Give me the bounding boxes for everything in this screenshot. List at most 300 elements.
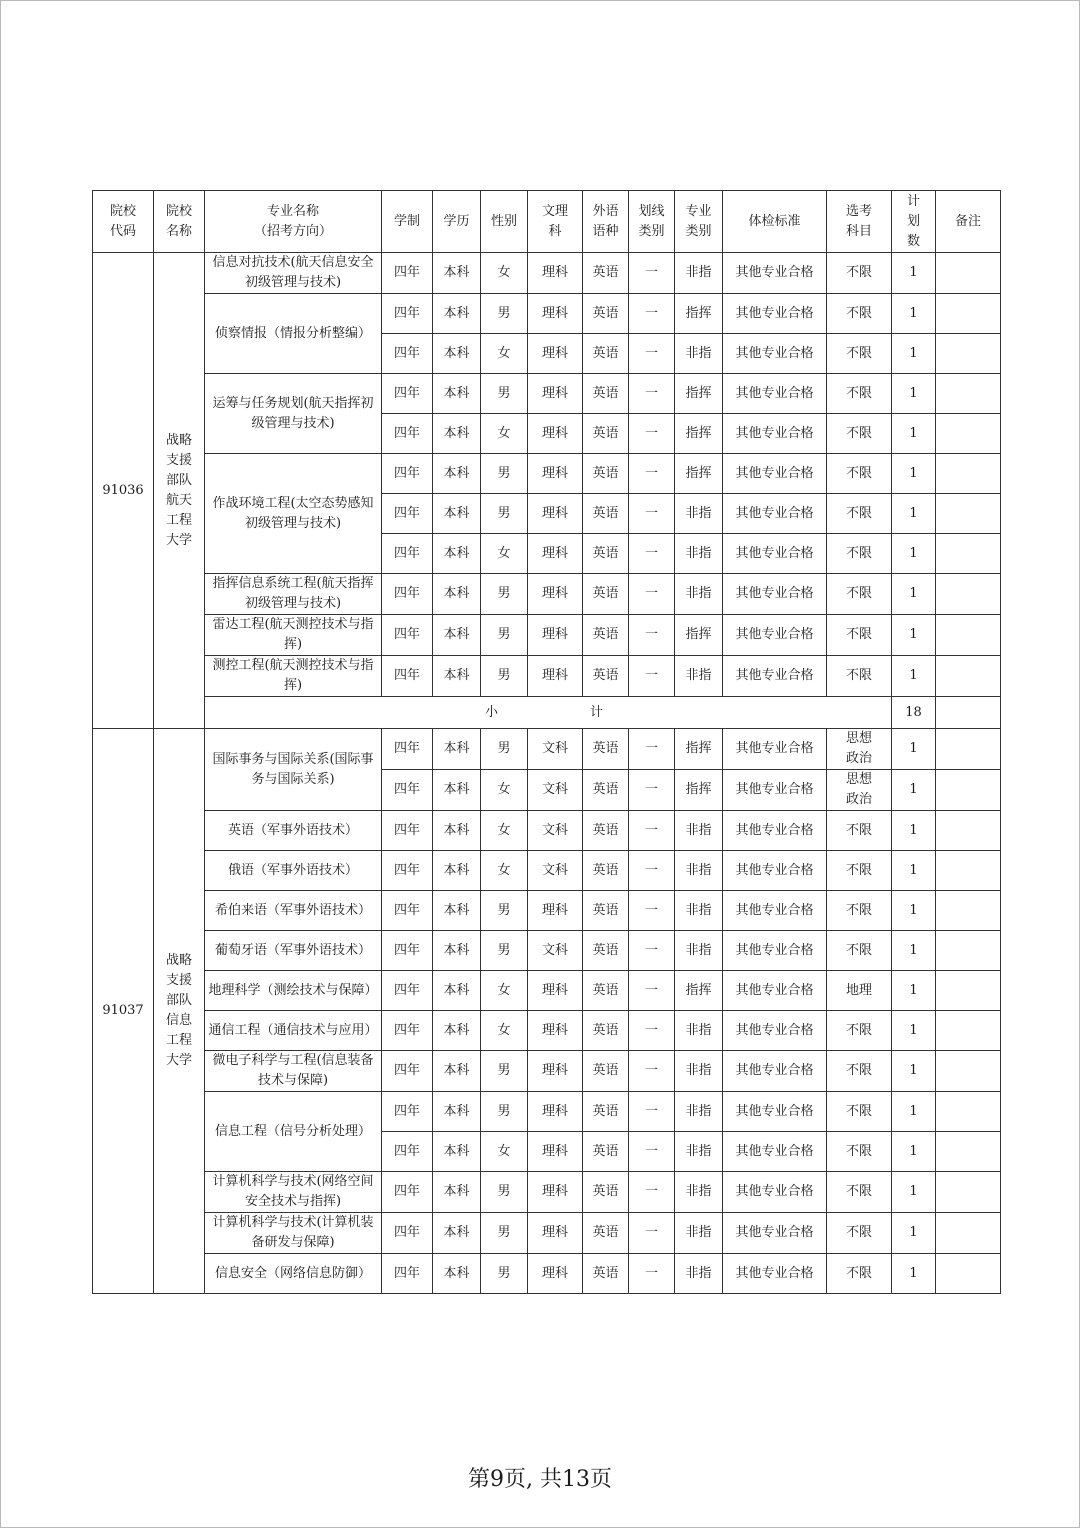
table-row (93, 1172, 1001, 1213)
arts-science-cell: 理科 (528, 656, 583, 697)
header-arts-science: 文理 科 (528, 191, 583, 253)
elective-subject-cell: 不限 (827, 574, 892, 615)
remarks-cell (936, 770, 1001, 811)
foreign-language-cell: 英语 (583, 334, 629, 374)
plan-count-cell: 1 (892, 971, 936, 1011)
remarks-cell (936, 334, 1001, 374)
major-name-cell: 英语（军事外语技术） (205, 811, 382, 851)
foreign-language-cell: 英语 (583, 374, 629, 414)
physical-standard-cell: 其他专业合格 (723, 1011, 827, 1051)
elective-subject-cell: 不限 (827, 1254, 892, 1294)
gender-cell: 男 (481, 656, 528, 697)
table-row (93, 971, 1001, 1011)
table-row (93, 1051, 1001, 1092)
line-category-cell: 一 (629, 615, 675, 656)
major-name-cell: 地理科学（测绘技术与保障） (205, 971, 382, 1011)
table-row (93, 851, 1001, 891)
duration-cell: 四年 (382, 851, 433, 891)
major-category-cell: 非指 (675, 1011, 723, 1051)
header-elective-subject: 选考 科目 (827, 191, 892, 253)
elective-subject-cell: 不限 (827, 1051, 892, 1092)
remarks-cell (936, 851, 1001, 891)
duration-cell: 四年 (382, 374, 433, 414)
major-name-cell: 通信工程（通信技术与应用） (205, 1011, 382, 1051)
remarks-cell (936, 1011, 1001, 1051)
duration-cell: 四年 (382, 1213, 433, 1254)
remarks-cell (936, 494, 1001, 534)
physical-standard-cell: 其他专业合格 (723, 294, 827, 334)
major-category-cell: 非指 (675, 1092, 723, 1132)
remarks-cell (936, 1132, 1001, 1172)
foreign-language-cell: 英语 (583, 253, 629, 294)
plan-count-cell: 1 (892, 1011, 936, 1051)
major-category-cell: 非指 (675, 931, 723, 971)
major-category-cell: 非指 (675, 1172, 723, 1213)
gender-cell: 女 (481, 1011, 528, 1051)
duration-cell: 四年 (382, 534, 433, 574)
foreign-language-cell: 英语 (583, 656, 629, 697)
gender-cell: 男 (481, 494, 528, 534)
line-category-cell: 一 (629, 931, 675, 971)
remarks-cell (936, 1092, 1001, 1132)
header-degree: 学历 (433, 191, 481, 253)
elective-subject-cell: 不限 (827, 534, 892, 574)
degree-cell: 本科 (433, 253, 481, 294)
remarks-cell (936, 1213, 1001, 1254)
table-row (93, 729, 1001, 770)
major-name-cell: 希伯来语（军事外语技术） (205, 891, 382, 931)
line-category-cell: 一 (629, 1092, 675, 1132)
major-name-cell: 微电子科学与工程(信息装备技术与保障) (205, 1051, 382, 1092)
physical-standard-cell: 其他专业合格 (723, 1254, 827, 1294)
major-name-cell: 计算机科学与技术(计算机装备研发与保障) (205, 1213, 382, 1254)
gender-cell: 女 (481, 1132, 528, 1172)
major-name-cell: 信息安全（网络信息防御） (205, 1254, 382, 1294)
arts-science-cell: 文科 (528, 851, 583, 891)
major-category-cell: 非指 (675, 494, 723, 534)
header-line-category: 划线 类别 (629, 191, 675, 253)
major-name-cell: 葡萄牙语（军事外语技术） (205, 931, 382, 971)
line-category-cell: 一 (629, 811, 675, 851)
physical-standard-cell: 其他专业合格 (723, 971, 827, 1011)
arts-science-cell: 理科 (528, 1254, 583, 1294)
arts-science-cell: 理科 (528, 334, 583, 374)
duration-cell: 四年 (382, 891, 433, 931)
major-category-cell: 非指 (675, 891, 723, 931)
foreign-language-cell: 英语 (583, 1092, 629, 1132)
line-category-cell: 一 (629, 454, 675, 494)
arts-science-cell: 理科 (528, 494, 583, 534)
major-name-cell: 信息对抗技术(航天信息安全初级管理与技术) (205, 253, 382, 294)
physical-standard-cell: 其他专业合格 (723, 494, 827, 534)
duration-cell: 四年 (382, 931, 433, 971)
foreign-language-cell: 英语 (583, 454, 629, 494)
major-category-cell: 指挥 (675, 971, 723, 1011)
degree-cell: 本科 (433, 729, 481, 770)
line-category-cell: 一 (629, 1051, 675, 1092)
arts-science-cell: 理科 (528, 1011, 583, 1051)
school-code-cell: 91036 (93, 253, 154, 729)
elective-subject-cell: 不限 (827, 494, 892, 534)
degree-cell: 本科 (433, 770, 481, 811)
major-name-cell: 测控工程(航天测控技术与指挥) (205, 656, 382, 697)
major-name-cell: 俄语（军事外语技术） (205, 851, 382, 891)
elective-subject-cell: 不限 (827, 1092, 892, 1132)
physical-standard-cell: 其他专业合格 (723, 811, 827, 851)
arts-science-cell: 理科 (528, 374, 583, 414)
arts-science-cell: 理科 (528, 1132, 583, 1172)
major-category-cell: 非指 (675, 656, 723, 697)
elective-subject-cell: 不限 (827, 1213, 892, 1254)
degree-cell: 本科 (433, 494, 481, 534)
degree-cell: 本科 (433, 615, 481, 656)
degree-cell: 本科 (433, 294, 481, 334)
degree-cell: 本科 (433, 534, 481, 574)
arts-science-cell: 理科 (528, 615, 583, 656)
duration-cell: 四年 (382, 971, 433, 1011)
subtotal-value: 18 (892, 697, 936, 729)
header-physical-standard: 体检标准 (723, 191, 827, 253)
elective-subject-cell: 不限 (827, 374, 892, 414)
plan-count-cell: 1 (892, 1092, 936, 1132)
header-school-code: 院校 代码 (93, 191, 154, 253)
line-category-cell: 一 (629, 851, 675, 891)
duration-cell: 四年 (382, 1132, 433, 1172)
line-category-cell: 一 (629, 1172, 675, 1213)
elective-subject-cell: 不限 (827, 811, 892, 851)
duration-cell: 四年 (382, 1254, 433, 1294)
plan-count-cell: 1 (892, 851, 936, 891)
elective-subject-cell: 不限 (827, 414, 892, 454)
duration-cell: 四年 (382, 1051, 433, 1092)
physical-standard-cell: 其他专业合格 (723, 334, 827, 374)
table-row (93, 931, 1001, 971)
table-row (93, 1011, 1001, 1051)
plan-count-cell: 1 (892, 454, 936, 494)
foreign-language-cell: 英语 (583, 615, 629, 656)
physical-standard-cell: 其他专业合格 (723, 1172, 827, 1213)
degree-cell: 本科 (433, 1011, 481, 1051)
line-category-cell: 一 (629, 656, 675, 697)
line-category-cell: 一 (629, 334, 675, 374)
elective-subject-cell: 不限 (827, 294, 892, 334)
duration-cell: 四年 (382, 729, 433, 770)
degree-cell: 本科 (433, 454, 481, 494)
degree-cell: 本科 (433, 574, 481, 615)
gender-cell: 女 (481, 811, 528, 851)
plan-count-cell: 1 (892, 1132, 936, 1172)
elective-subject-cell: 思想 政治 (827, 729, 892, 770)
subtotal-remarks (936, 697, 1001, 729)
header-remarks: 备注 (936, 191, 1001, 253)
major-category-cell: 非指 (675, 253, 723, 294)
degree-cell: 本科 (433, 656, 481, 697)
line-category-cell: 一 (629, 1132, 675, 1172)
arts-science-cell: 理科 (528, 891, 583, 931)
physical-standard-cell: 其他专业合格 (723, 253, 827, 294)
foreign-language-cell: 英语 (583, 1011, 629, 1051)
physical-standard-cell: 其他专业合格 (723, 534, 827, 574)
elective-subject-cell: 不限 (827, 851, 892, 891)
major-name-cell: 信息工程（信号分析处理） (205, 1092, 382, 1172)
remarks-cell (936, 931, 1001, 971)
school-code-cell: 91037 (93, 729, 154, 1294)
physical-standard-cell: 其他专业合格 (723, 656, 827, 697)
school-name-cell: 战略 支援 部队 航天 工程 大学 (154, 253, 205, 729)
major-category-cell: 指挥 (675, 770, 723, 811)
foreign-language-cell: 英语 (583, 851, 629, 891)
table-row (93, 253, 1001, 294)
degree-cell: 本科 (433, 971, 481, 1011)
degree-cell: 本科 (433, 891, 481, 931)
degree-cell: 本科 (433, 851, 481, 891)
table-row (93, 656, 1001, 697)
degree-cell: 本科 (433, 931, 481, 971)
gender-cell: 男 (481, 1172, 528, 1213)
major-name-cell: 国际事务与国际关系(国际事务与国际关系) (205, 729, 382, 811)
header-major-category: 专业 类别 (675, 191, 723, 253)
foreign-language-cell: 英语 (583, 770, 629, 811)
plan-count-cell: 1 (892, 615, 936, 656)
gender-cell: 男 (481, 615, 528, 656)
table-row (93, 294, 1001, 334)
plan-count-cell: 1 (892, 656, 936, 697)
page-number-footer: 第9页, 共13页 (468, 1467, 612, 1492)
gender-cell: 男 (481, 931, 528, 971)
gender-cell: 女 (481, 253, 528, 294)
major-category-cell: 指挥 (675, 729, 723, 770)
physical-standard-cell: 其他专业合格 (723, 729, 827, 770)
gender-cell: 男 (481, 574, 528, 615)
line-category-cell: 一 (629, 414, 675, 454)
degree-cell: 本科 (433, 1051, 481, 1092)
foreign-language-cell: 英语 (583, 971, 629, 1011)
table-header-row (93, 191, 1001, 253)
duration-cell: 四年 (382, 1172, 433, 1213)
plan-count-cell: 1 (892, 770, 936, 811)
table-row (93, 615, 1001, 656)
subtotal-label: 小 计 (205, 697, 892, 729)
table-row (93, 374, 1001, 414)
physical-standard-cell: 其他专业合格 (723, 1092, 827, 1132)
arts-science-cell: 理科 (528, 454, 583, 494)
plan-count-cell: 1 (892, 891, 936, 931)
foreign-language-cell: 英语 (583, 811, 629, 851)
line-category-cell: 一 (629, 729, 675, 770)
elective-subject-cell: 地理 (827, 971, 892, 1011)
elective-subject-cell: 不限 (827, 253, 892, 294)
foreign-language-cell: 英语 (583, 1132, 629, 1172)
arts-science-cell: 文科 (528, 811, 583, 851)
foreign-language-cell: 英语 (583, 534, 629, 574)
header-major-name: 专业名称 （招考方向） (205, 191, 382, 253)
foreign-language-cell: 英语 (583, 1213, 629, 1254)
elective-subject-cell: 不限 (827, 1132, 892, 1172)
major-category-cell: 指挥 (675, 374, 723, 414)
remarks-cell (936, 891, 1001, 931)
remarks-cell (936, 971, 1001, 1011)
major-category-cell: 非指 (675, 1132, 723, 1172)
line-category-cell: 一 (629, 494, 675, 534)
plan-count-cell: 1 (892, 729, 936, 770)
arts-science-cell: 理科 (528, 253, 583, 294)
remarks-cell (936, 615, 1001, 656)
plan-count-cell: 1 (892, 294, 936, 334)
plan-count-cell: 1 (892, 534, 936, 574)
plan-count-cell: 1 (892, 374, 936, 414)
remarks-cell (936, 414, 1001, 454)
gender-cell: 女 (481, 334, 528, 374)
duration-cell: 四年 (382, 656, 433, 697)
major-name-cell: 指挥信息系统工程(航天指挥初级管理与技术) (205, 574, 382, 615)
plan-count-cell: 1 (892, 253, 936, 294)
gender-cell: 男 (481, 1254, 528, 1294)
physical-standard-cell: 其他专业合格 (723, 770, 827, 811)
line-category-cell: 一 (629, 294, 675, 334)
admission-plan-table (92, 190, 1001, 1294)
line-category-cell: 一 (629, 891, 675, 931)
header-duration: 学制 (382, 191, 433, 253)
elective-subject-cell: 不限 (827, 1172, 892, 1213)
major-category-cell: 指挥 (675, 294, 723, 334)
arts-science-cell: 文科 (528, 931, 583, 971)
foreign-language-cell: 英语 (583, 1051, 629, 1092)
major-category-cell: 非指 (675, 574, 723, 615)
remarks-cell (936, 729, 1001, 770)
gender-cell: 女 (481, 534, 528, 574)
duration-cell: 四年 (382, 454, 433, 494)
physical-standard-cell: 其他专业合格 (723, 1051, 827, 1092)
arts-science-cell: 理科 (528, 1213, 583, 1254)
school-name-cell: 战略 支援 部队 信息 工程 大学 (154, 729, 205, 1294)
foreign-language-cell: 英语 (583, 294, 629, 334)
degree-cell: 本科 (433, 1254, 481, 1294)
line-category-cell: 一 (629, 1213, 675, 1254)
remarks-cell (936, 1172, 1001, 1213)
major-category-cell: 非指 (675, 334, 723, 374)
line-category-cell: 一 (629, 574, 675, 615)
elective-subject-cell: 不限 (827, 454, 892, 494)
table-row (93, 454, 1001, 494)
gender-cell: 男 (481, 729, 528, 770)
physical-standard-cell: 其他专业合格 (723, 414, 827, 454)
degree-cell: 本科 (433, 1213, 481, 1254)
remarks-cell (936, 656, 1001, 697)
plan-count-cell: 1 (892, 1172, 936, 1213)
arts-science-cell: 理科 (528, 574, 583, 615)
elective-subject-cell: 不限 (827, 656, 892, 697)
plan-count-cell: 1 (892, 494, 936, 534)
physical-standard-cell: 其他专业合格 (723, 931, 827, 971)
major-category-cell: 非指 (675, 1213, 723, 1254)
header-school-name: 院校 名称 (154, 191, 205, 253)
major-name-cell: 计算机科学与技术(网络空间安全技术与指挥) (205, 1172, 382, 1213)
degree-cell: 本科 (433, 811, 481, 851)
arts-science-cell: 理科 (528, 534, 583, 574)
table-row (93, 891, 1001, 931)
line-category-cell: 一 (629, 1011, 675, 1051)
gender-cell: 男 (481, 1092, 528, 1132)
major-name-cell: 侦察情报（情报分析整编） (205, 294, 382, 374)
remarks-cell (936, 811, 1001, 851)
gender-cell: 女 (481, 971, 528, 1011)
duration-cell: 四年 (382, 494, 433, 534)
arts-science-cell: 理科 (528, 971, 583, 1011)
plan-count-cell: 1 (892, 1254, 936, 1294)
table-row (93, 811, 1001, 851)
gender-cell: 男 (481, 1213, 528, 1254)
plan-count-cell: 1 (892, 414, 936, 454)
foreign-language-cell: 英语 (583, 1254, 629, 1294)
table-row (93, 1213, 1001, 1254)
physical-standard-cell: 其他专业合格 (723, 454, 827, 494)
foreign-language-cell: 英语 (583, 414, 629, 454)
arts-science-cell: 理科 (528, 1051, 583, 1092)
remarks-cell (936, 1254, 1001, 1294)
duration-cell: 四年 (382, 1092, 433, 1132)
arts-science-cell: 文科 (528, 770, 583, 811)
gender-cell: 男 (481, 374, 528, 414)
gender-cell: 女 (481, 851, 528, 891)
gender-cell: 男 (481, 891, 528, 931)
major-category-cell: 指挥 (675, 414, 723, 454)
foreign-language-cell: 英语 (583, 931, 629, 971)
major-category-cell: 指挥 (675, 615, 723, 656)
foreign-language-cell: 英语 (583, 1172, 629, 1213)
duration-cell: 四年 (382, 334, 433, 374)
remarks-cell (936, 374, 1001, 414)
foreign-language-cell: 英语 (583, 729, 629, 770)
line-category-cell: 一 (629, 374, 675, 414)
physical-standard-cell: 其他专业合格 (723, 1213, 827, 1254)
gender-cell: 男 (481, 1051, 528, 1092)
degree-cell: 本科 (433, 374, 481, 414)
major-category-cell: 非指 (675, 1051, 723, 1092)
subtotal-row (93, 697, 1001, 729)
major-name-cell: 雷达工程(航天测控技术与指挥) (205, 615, 382, 656)
major-category-cell: 非指 (675, 811, 723, 851)
duration-cell: 四年 (382, 770, 433, 811)
table-row (93, 574, 1001, 615)
plan-count-cell: 1 (892, 1051, 936, 1092)
major-category-cell: 非指 (675, 1254, 723, 1294)
arts-science-cell: 理科 (528, 294, 583, 334)
plan-count-cell: 1 (892, 1213, 936, 1254)
major-name-cell: 作战环境工程(太空态势感知初级管理与技术) (205, 454, 382, 574)
table-row (93, 1092, 1001, 1132)
degree-cell: 本科 (433, 1172, 481, 1213)
gender-cell: 男 (481, 454, 528, 494)
line-category-cell: 一 (629, 534, 675, 574)
elective-subject-cell: 不限 (827, 615, 892, 656)
arts-science-cell: 文科 (528, 729, 583, 770)
duration-cell: 四年 (382, 414, 433, 454)
physical-standard-cell: 其他专业合格 (723, 1132, 827, 1172)
foreign-language-cell: 英语 (583, 494, 629, 534)
elective-subject-cell: 思想 政治 (827, 770, 892, 811)
physical-standard-cell: 其他专业合格 (723, 891, 827, 931)
major-category-cell: 非指 (675, 534, 723, 574)
duration-cell: 四年 (382, 294, 433, 334)
major-category-cell: 非指 (675, 851, 723, 891)
major-name-cell: 运筹与任务规划(航天指挥初级管理与技术) (205, 374, 382, 454)
table-row (93, 1254, 1001, 1294)
degree-cell: 本科 (433, 1132, 481, 1172)
physical-standard-cell: 其他专业合格 (723, 374, 827, 414)
header-gender: 性别 (481, 191, 528, 253)
remarks-cell (936, 454, 1001, 494)
line-category-cell: 一 (629, 770, 675, 811)
